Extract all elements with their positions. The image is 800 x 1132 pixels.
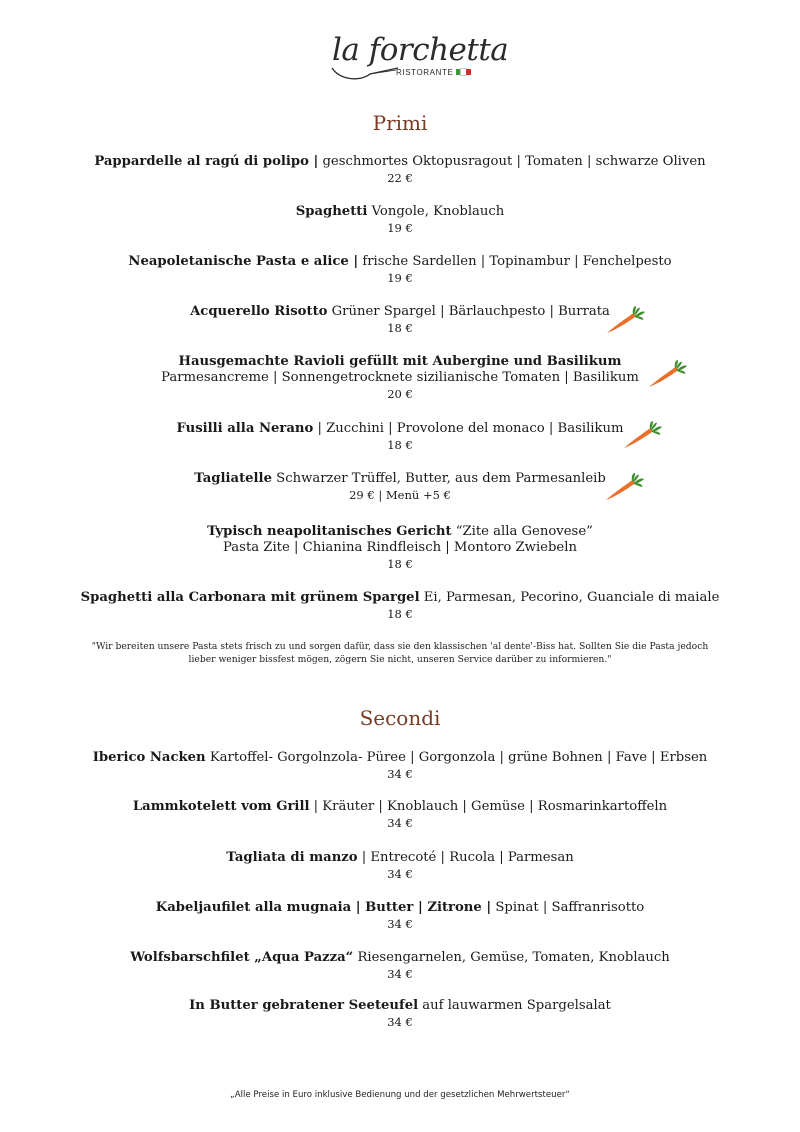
dish-title-line [0, 524, 800, 540]
dish-name: Wolfsbarschfilet „Aqua Pazza“ [130, 950, 354, 965]
menu-item [0, 354, 800, 402]
dish-description: Riesengarnelen, Gemüse, Tomaten, Knoblauch [353, 950, 670, 965]
dish-description: | Entrecoté | Rucola | Parmesan [357, 850, 574, 865]
carrot-icon [622, 421, 664, 451]
dish-name: Tagliatelle [194, 471, 272, 486]
dish-name: Typisch neapolitanisches Gericht [207, 524, 452, 539]
price-footer-note: „Alle Preise in Euro inklusive Bedienung und der gesetzlichen Mehrwertsteuer“ [230, 1090, 570, 1100]
dish-description: Kartoffel- Gorgolnzola- Püree | Gorgonzola | grüne Bohnen | Fave | Erbsen [205, 750, 708, 765]
menu-item [0, 750, 800, 782]
dish-title-line [0, 900, 800, 916]
menu-item [0, 799, 800, 831]
dish-name: Kabeljaufilet alla mugnaia | Butter | Zitrone | [155, 900, 492, 915]
dish-description: Ei, Parmesan, Pecorino, Guanciale di maiale [419, 590, 720, 605]
menu-item [0, 304, 800, 336]
dish-subtitle: “Zite alla Genovese” [451, 524, 593, 539]
menu-item [0, 998, 800, 1030]
menu-item [0, 850, 800, 882]
dish-price: 18 € [387, 321, 413, 335]
carrot-icon [647, 360, 689, 390]
dish-title-line [0, 304, 800, 320]
dish-name: Spaghetti [295, 204, 368, 219]
dish-name: Pappardelle al ragú di polipo | [94, 154, 319, 169]
logo-subtitle: RISTORANTE [396, 68, 454, 77]
dish-name: Lammkotelett vom Grill [132, 799, 310, 814]
dish-price: 34 € [387, 967, 413, 981]
dish-description: Pasta Zite | Chianina Rindfleisch | Montoro Zwiebeln [223, 540, 577, 555]
menu-item [0, 950, 800, 982]
dish-price: 20 € [387, 387, 413, 401]
dish-price: 34 € [387, 1015, 413, 1029]
dish-title-line [0, 471, 800, 487]
dish-name: Tagliata di manzo [226, 850, 358, 865]
dish-price: 34 € [387, 816, 413, 830]
carrot-icon [604, 473, 646, 503]
dish-description: geschmortes Oktopusragout | Tomaten | schwarze Oliven [318, 154, 706, 169]
dish-title-line [0, 154, 800, 170]
carrot-icon [605, 306, 647, 336]
dish-name: Fusilli alla Nerano [176, 421, 314, 436]
dish-name: Acquerello Risotto [190, 304, 328, 319]
dish-description: Spinat | Saffranrisotto [491, 900, 645, 915]
menu-item [0, 524, 800, 572]
dish-title-line [0, 998, 800, 1014]
dish-description: Vongole, Knoblauch [367, 204, 505, 219]
dish-price: 34 € [387, 917, 413, 931]
dish-name: Spaghetti alla Carbonara mit grünem Spargel [80, 590, 420, 605]
logo-name: la forchetta [332, 32, 509, 68]
dish-description: | Zucchini | Provolone del monaco | Basilikum [313, 421, 624, 436]
menu-item [0, 590, 800, 622]
restaurant-logo [330, 30, 509, 88]
italian-flag-icon [456, 69, 471, 75]
dish-description: auf lauwarmen Spargelsalat [418, 998, 611, 1013]
menu-item [0, 154, 800, 186]
dish-title-line [0, 421, 800, 437]
pasta-note: "Wir bereiten unsere Pasta stets frisch zu und sorgen dafür, dass sie den klassischen 'al dente'-Biss hat. Sollten Sie die Pasta jedoch lieber weniger bissfest mögen, zögern Sie nicht, unseren Service darüber zu informieren." [91, 641, 709, 665]
menu-item [0, 421, 800, 453]
dish-price: 19 € [387, 221, 413, 235]
dish-price: 29 € | Menü +5 € [349, 488, 451, 502]
dish-title-line [0, 590, 800, 606]
dish-title-line [0, 950, 800, 966]
dish-name: Iberico Nacken [92, 750, 206, 765]
menu-item [0, 254, 800, 286]
dish-description: Parmesancreme | Sonnengetrocknete sizilianische Tomaten | Basilikum [161, 370, 639, 385]
dish-price: 22 € [387, 171, 413, 185]
dish-title-line [0, 204, 800, 220]
dish-title-line [0, 750, 800, 766]
dish-name: Hausgemachte Ravioli gefüllt mit Aubergine und Basilikum [178, 354, 622, 369]
dish-name: In Butter gebratener Seeteufel [189, 998, 419, 1013]
dish-price: 19 € [387, 271, 413, 285]
section-title-secondi: Secondi [359, 706, 441, 730]
menu-item [0, 204, 800, 236]
dish-price: 18 € [387, 438, 413, 452]
dish-description: Grüner Spargel | Bärlauchpesto | Burrata [327, 304, 610, 319]
dish-name: Neapoletanische Pasta e alice | [128, 254, 359, 269]
menu-item [0, 471, 800, 503]
dish-title-line [0, 254, 800, 270]
dish-price: 18 € [387, 557, 413, 571]
dish-price: 34 € [387, 867, 413, 881]
fork-icon [330, 62, 400, 84]
dish-price: 34 € [387, 767, 413, 781]
menu-item [0, 900, 800, 932]
dish-price: 18 € [387, 607, 413, 621]
dish-description: Schwarzer Trüffel, Butter, aus dem Parmesanleib [271, 471, 606, 486]
dish-description: frische Sardellen | Topinambur | Fenchelpesto [358, 254, 672, 269]
dish-title-line [0, 799, 800, 815]
dish-description: | Kräuter | Knoblauch | Gemüse | Rosmarinkartoffeln [309, 799, 668, 814]
dish-title-line [0, 850, 800, 866]
section-title-primi: Primi [372, 111, 428, 135]
